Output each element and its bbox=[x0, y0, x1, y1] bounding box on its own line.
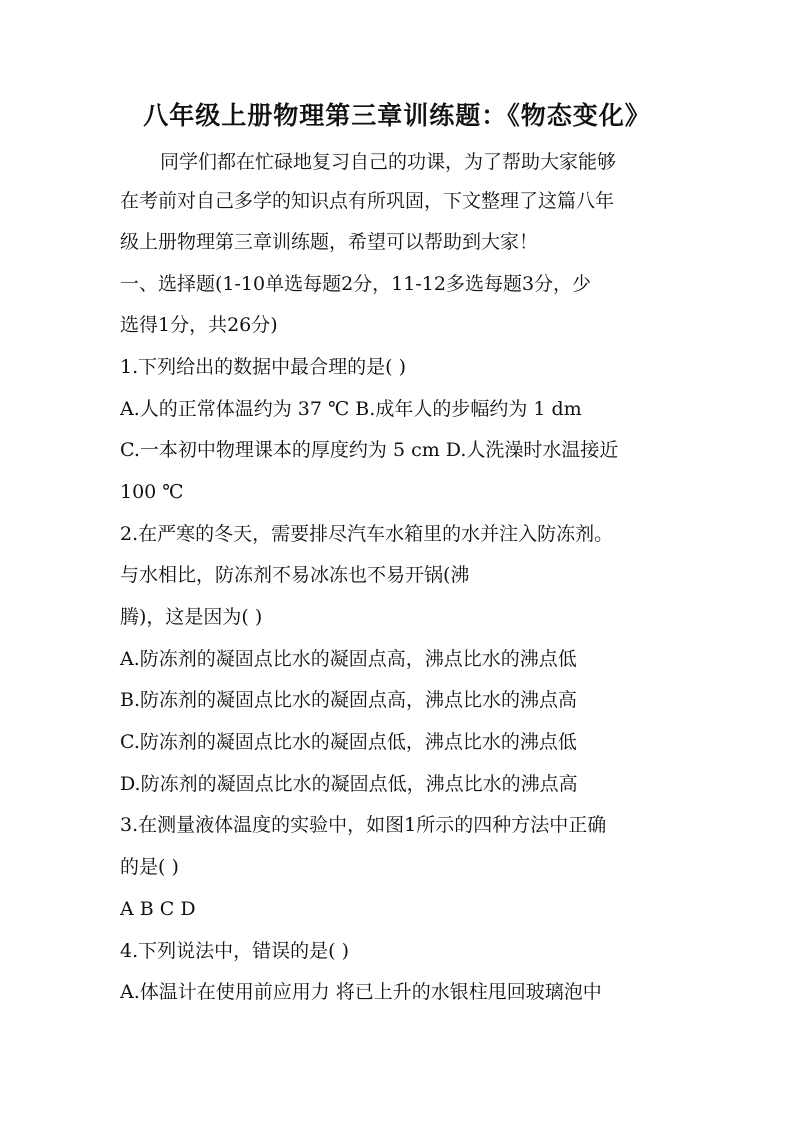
intro-line-3: 级上册物理第三章训练题，希望可以帮助到大家！ bbox=[120, 231, 539, 253]
page-title: 八年级上册物理第三章训练题：《物态变化》 bbox=[143, 101, 651, 130]
section-heading-line-1: 一、选择题(1-10单选每题2分，11-12多选每题3分，少 bbox=[120, 273, 592, 295]
question-3-stem-line-2: 的是( ) bbox=[120, 856, 179, 878]
question-1-options-line-3: 100 ℃ bbox=[120, 481, 184, 503]
question-2-option-a: A.防冻剂的凝固点比水的凝固点高，沸点比水的沸点低 bbox=[120, 648, 577, 670]
question-2-option-c: C.防冻剂的凝固点比水的凝固点低，沸点比水的沸点低 bbox=[120, 731, 577, 753]
intro-line-2: 在考前对自己多学的知识点有所巩固，下文整理了这篇八年 bbox=[120, 190, 615, 212]
question-2-stem-line-3: 腾)，这是因为( ) bbox=[120, 606, 263, 628]
question-3-stem-line-1: 3.在测量液体温度的实验中，如图1所示的四种方法中正确 bbox=[120, 814, 607, 836]
question-3-options: A B C D bbox=[120, 898, 196, 920]
question-4-stem: 4.下列说法中，错误的是( ) bbox=[120, 940, 349, 962]
question-4-option-a: A.体温计在使用前应用力 将已上升的水银柱甩回玻璃泡中 bbox=[120, 981, 602, 1003]
question-1-stem: 1.下列给出的数据中最合理的是( ) bbox=[120, 356, 406, 378]
question-2-stem-line-1: 2.在严寒的冬天，需要排尽汽车水箱里的水并注入防冻剂。 bbox=[120, 523, 614, 545]
question-1-options-line-1: A.人的正常体温约为 37 ℃ B.成年人的步幅约为 1 dm bbox=[120, 398, 582, 420]
intro-line-1: 同学们都在忙碌地复习自己的功课，为了帮助大家能够 bbox=[160, 151, 617, 173]
section-heading-line-2: 选得1分，共26分) bbox=[120, 314, 278, 336]
question-2-stem-line-2: 与水相比，防冻剂不易冰冻也不易开锅(沸 bbox=[120, 564, 470, 586]
question-2-option-d: D.防冻剂的凝固点比水的凝固点低，沸点比水的沸点高 bbox=[120, 773, 578, 795]
question-2-option-b: B.防冻剂的凝固点比水的凝固点高，沸点比水的沸点高 bbox=[120, 689, 578, 711]
question-1-options-line-2: C.一本初中物理课本的厚度约为 5 cm D.人洗澡时水温接近 bbox=[120, 439, 619, 461]
